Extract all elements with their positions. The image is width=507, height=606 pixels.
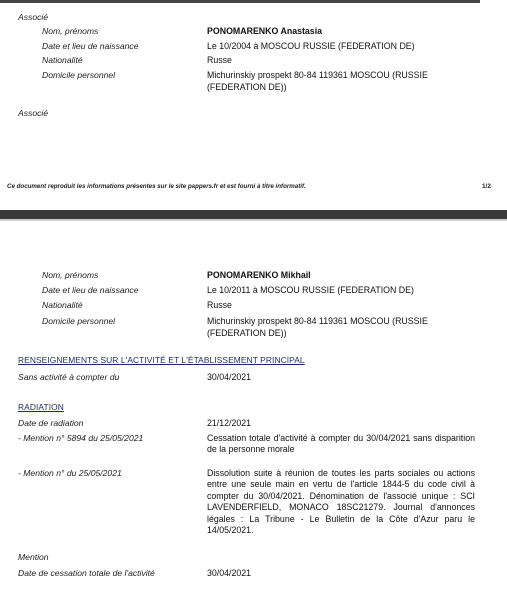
page1-top-rule xyxy=(0,0,480,3)
page1-footer-note: Ce document reproduit les informations présentes sur le site pappers.fr et est fourni à titre informatif. xyxy=(7,183,306,190)
mention1-value: Cessation totale d'activité à compter du 30/04/2021 sans disparition de la personne morale xyxy=(207,433,475,454)
p2-label-home: Domicile personnel xyxy=(42,316,116,326)
p2-value-birth: Le 10/2011 à MOSCOU RUSSIE (FEDERATION DE) xyxy=(207,285,414,295)
radiation-date-label: Date de radiation xyxy=(18,418,84,428)
radiation-section-heading: RADIATION xyxy=(18,402,64,412)
cessation-value: 30/04/2021 xyxy=(207,568,252,578)
mention2-value: Dissolution suite à réunion de toutes les parts sociales ou actions entre une seule main en vertu de l'article 1844-5 du code civil à compter du 30/04/2021. Dénomination de l'associé unique : SCI LAVENDERFIELD, MONACO 18SC21279. Journal d'annonces légales : La Tribune - Le Bulletin de la Côte d'Azur paru le 14/05/2021. xyxy=(207,468,475,536)
radiation-date-value: 21/12/2021 xyxy=(207,418,252,428)
p1-label-nationality: Nationalité xyxy=(42,55,83,65)
p1-label-birth: Date et lieu de naissance xyxy=(42,41,139,51)
activity-label: Sans activité à compter du xyxy=(18,372,120,382)
p1-value-birth: Le 10/2004 à MOSCOU RUSSIE (FEDERATION DE) xyxy=(207,41,415,51)
p2-value-nationality: Russe xyxy=(207,300,232,310)
page1-section-label-2: Associé xyxy=(18,108,49,118)
mention1-label: - Mention n° 5894 du 25/05/2021 xyxy=(18,433,144,443)
p1-value-home-line2: (FEDERATION DE)) xyxy=(207,82,287,92)
p2-label-name: Nom, prénoms xyxy=(42,270,99,280)
p1-value-home-line1: Michurinskiy prospekt 80-84 119361 MOSCOU (RUSSIE xyxy=(207,70,428,80)
p2-value-name: PONOMARENKO Mikhail xyxy=(207,270,311,280)
p1-label-name: Nom, prénoms xyxy=(42,26,99,36)
p2-value-home-line1: Michurinskiy prospekt 80-84 119361 MOSCOU (RUSSIE xyxy=(207,316,428,326)
cessation-label: Date de cessation totale de l'activité xyxy=(18,568,155,578)
p1-value-name: PONOMARENKO Anastasia xyxy=(207,26,323,36)
activity-value: 30/04/2021 xyxy=(207,372,252,382)
mention-label: Mention xyxy=(18,552,49,562)
activity-section-heading: RENSEIGNEMENTS SUR L'ACTIVITÉ ET L'ÉTABLISSEMENT PRINCIPAL xyxy=(18,355,305,365)
page-break-shadow xyxy=(0,219,507,221)
p2-label-birth: Date et lieu de naissance xyxy=(42,285,139,295)
mention2-label: - Mention n° du 25/05/2021 xyxy=(18,468,122,478)
p1-value-nationality: Russe xyxy=(207,55,232,65)
page1-page-number: 1/2 xyxy=(482,183,491,190)
page-break-bar xyxy=(0,210,507,219)
p1-label-home: Domicile personnel xyxy=(42,70,116,80)
page1-section-label: Associé xyxy=(18,12,49,22)
p2-label-nationality: Nationalité xyxy=(42,300,83,310)
p2-value-home-line2: (FEDERATION DE)) xyxy=(207,328,287,338)
